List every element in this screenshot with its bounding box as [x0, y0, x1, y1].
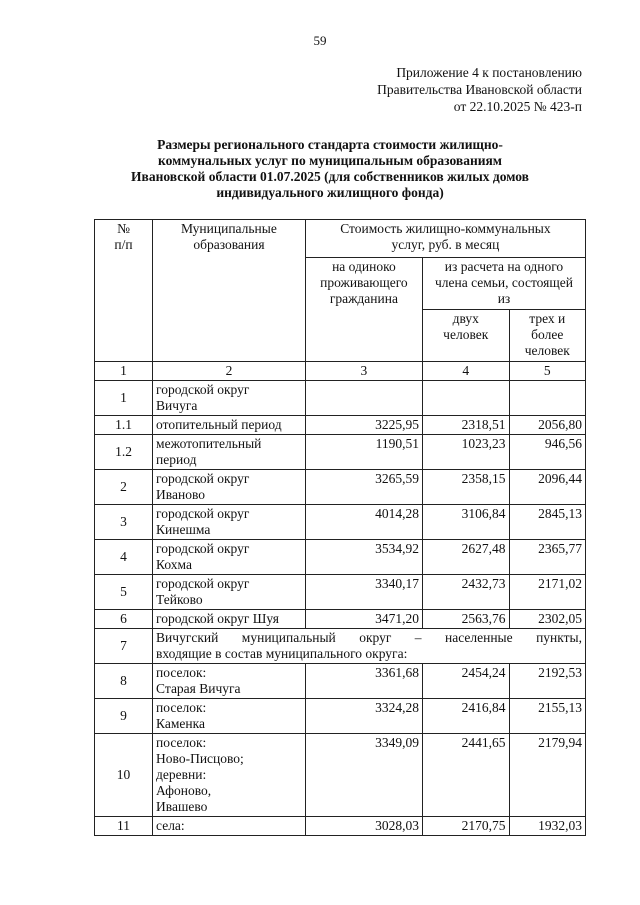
table-row: [95, 575, 586, 610]
row-three: 2155,13: [509, 699, 585, 734]
row-three: 2302,05: [509, 610, 585, 629]
row-two: 2563,76: [422, 610, 509, 629]
colnum-5: 5: [509, 362, 585, 381]
row-name: городской округ Кохма: [153, 540, 306, 575]
row-single: 3028,03: [305, 817, 422, 836]
row-name: отопительный период: [153, 416, 306, 435]
row-three: 946,56: [509, 435, 585, 470]
row-name-line-1: Вичугский муниципальный округ – населенные пункты,: [156, 630, 582, 645]
table-row: [95, 381, 586, 416]
row-single: 3340,17: [305, 575, 422, 610]
row-three: 2192,53: [509, 664, 585, 699]
title-line-1: Размеры регионального стандарта стоимости жилищно-: [157, 137, 503, 152]
row-two: 2416,84: [422, 699, 509, 734]
row-name-spanning: [153, 629, 586, 664]
row-name: поселок: Каменка: [153, 699, 306, 734]
row-two: 2454,24: [422, 664, 509, 699]
row-single: 3534,92: [305, 540, 422, 575]
row-two: 3106,84: [422, 505, 509, 540]
title-line-3: Ивановской области 01.07.2025 (для собственников жилых домов: [131, 169, 529, 184]
row-three: 1932,03: [509, 817, 585, 836]
row-three: 2096,44: [509, 470, 585, 505]
row-two: 1023,23: [422, 435, 509, 470]
colnum-2: 2: [153, 362, 306, 381]
row-two: 2358,15: [422, 470, 509, 505]
row-name: городской округ Шуя: [153, 610, 306, 629]
header-family: из расчета на одного члена семьи, состоящей из: [422, 258, 585, 310]
row-name: поселок: Ново-Писцово; деревни: Афоново, Ивашево: [153, 734, 306, 817]
header-two: двух человек: [422, 310, 509, 362]
row-single: 3225,95: [305, 416, 422, 435]
row-three: [509, 381, 585, 416]
row-num: 9: [95, 699, 153, 734]
table-row: [95, 817, 586, 836]
table-row: [95, 435, 586, 470]
header-cost: Стоимость жилищно-коммунальных услуг, руб. в месяц: [305, 220, 585, 258]
row-name: городской округ Иваново: [153, 470, 306, 505]
row-num: 5: [95, 575, 153, 610]
table-row: [95, 416, 586, 435]
cost-standard-table: [94, 219, 586, 836]
table-row: [95, 470, 586, 505]
table-row: [95, 505, 586, 540]
row-num: 11: [95, 817, 153, 836]
row-two: 2627,48: [422, 540, 509, 575]
row-num: 10: [95, 734, 153, 817]
row-num: 7: [95, 629, 153, 664]
column-numbers-row: [95, 362, 586, 381]
row-two: 2170,75: [422, 817, 509, 836]
header-single: на одиноко проживающего гражданина: [305, 258, 422, 362]
row-two: 2432,73: [422, 575, 509, 610]
title-line-2: коммунальных услуг по муниципальным образованиям: [157, 153, 503, 168]
row-three: 2056,80: [509, 416, 585, 435]
row-single: 3471,20: [305, 610, 422, 629]
table-row: [95, 699, 586, 734]
row-name: городской округ Кинешма: [153, 505, 306, 540]
page-number: 59: [313, 33, 327, 48]
table-row: [95, 664, 586, 699]
row-name-line-2: входящие в состав муниципального округа:: [156, 646, 408, 661]
row-two: 2318,51: [422, 416, 509, 435]
row-two: [422, 381, 509, 416]
appendix-line-1: Приложение 4 к постановлению: [396, 65, 582, 80]
row-single: 3324,28: [305, 699, 422, 734]
row-name: городской округ Тейково: [153, 575, 306, 610]
row-single: 3349,09: [305, 734, 422, 817]
row-name: межотопительный период: [153, 435, 306, 470]
row-num: 1.1: [95, 416, 153, 435]
row-single: 3265,59: [305, 470, 422, 505]
row-single: 4014,28: [305, 505, 422, 540]
header-three: трех и более человек: [509, 310, 585, 362]
header-municipality: Муниципальные образования: [153, 220, 306, 362]
colnum-3: 3: [305, 362, 422, 381]
row-num: 8: [95, 664, 153, 699]
colnum-1: 1: [95, 362, 153, 381]
row-three: 2845,13: [509, 505, 585, 540]
table-row: [95, 610, 586, 629]
colnum-4: 4: [422, 362, 509, 381]
table-row: [95, 734, 586, 817]
document-title: [100, 137, 560, 201]
row-three: 2179,94: [509, 734, 585, 817]
row-num: 3: [95, 505, 153, 540]
table-row: [95, 540, 586, 575]
appendix-note: [377, 64, 582, 115]
row-num: 1: [95, 381, 153, 416]
title-line-4: индивидуального жилищного фонда): [216, 185, 444, 200]
appendix-line-2: Правительства Ивановской области: [377, 82, 582, 97]
row-single: [305, 381, 422, 416]
row-three: 2171,02: [509, 575, 585, 610]
row-num: 2: [95, 470, 153, 505]
row-name: поселок: Старая Вичуга: [153, 664, 306, 699]
row-num: 6: [95, 610, 153, 629]
table-row: [95, 629, 586, 664]
row-name: городской округ Вичуга: [153, 381, 306, 416]
row-num: 1.2: [95, 435, 153, 470]
row-single: 1190,51: [305, 435, 422, 470]
row-two: 2441,65: [422, 734, 509, 817]
row-single: 3361,68: [305, 664, 422, 699]
header-num: № п/п: [95, 220, 153, 362]
row-name: села:: [153, 817, 306, 836]
appendix-line-3: от 22.10.2025 № 423-п: [453, 99, 582, 114]
row-three: 2365,77: [509, 540, 585, 575]
row-num: 4: [95, 540, 153, 575]
